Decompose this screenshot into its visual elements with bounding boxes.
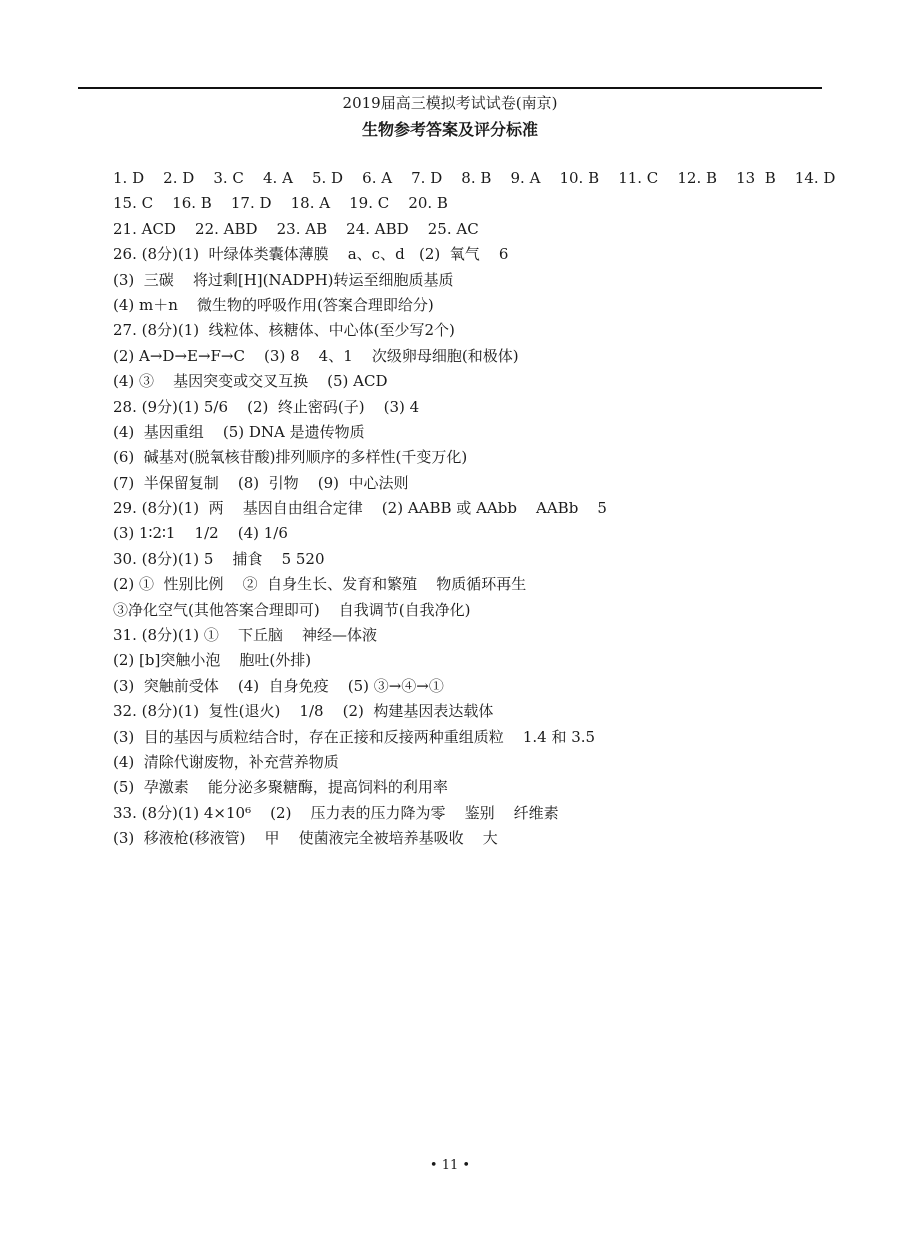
document-title: 2019届高三模拟考试试卷(南京) [342,94,558,112]
answer-line: (3) 三碳 将过剩[H](NADPH)转运至细胞质基质 [113,270,454,289]
answer-list [113,166,836,852]
document-subtitle: 生物参考答案及评分标准 [361,120,538,139]
answer-line: 29. (8分)(1) 两 基因自由组合定律 (2) AABB 或 AAbb AABb 5 [113,499,607,518]
answer-line: (4) 清除代谢废物，补充营养物质 [113,752,339,771]
answer-line: 15. C 16. B 17. D 18. A 19. C 20. B [113,194,448,213]
answer-line: 31. (8分)(1) ① 下丘脑 神经—体液 [113,626,378,645]
answer-line: (4) ③ 基因突变或交叉互换 (5) ACD [113,372,388,391]
answer-line: 26. (8分)(1) 叶绿体类囊体薄膜 a、c、d (2) 氧气 6 [113,245,509,264]
answer-line: (4) 基因重组 (5) DNA 是遗传物质 [113,422,365,441]
answer-line: (2) ① 性别比例 ② 自身生长、发育和繁殖 物质循环再生 [113,575,527,594]
header-rule [78,87,822,89]
answer-line: 27. (8分)(1) 线粒体、核糖体、中心体(至少写2个) [113,321,455,340]
answer-line: (2) [b]突触小泡 胞吐(外排) [113,651,312,670]
answer-line: (4) m＋n 微生物的呼吸作用(答案合理即给分) [113,295,434,314]
answer-line: 1. D 2. D 3. C 4. A 5. D 6. A 7. D 8. B 9. A 10. B 11. C 12. B 13 B 14. D [113,169,836,187]
answer-line: (2) A→D→E→F→C (3) 8 4、1 次级卵母细胞(和极体) [113,346,519,365]
answer-line: (3) 1∶2∶1 1/2 (4) 1/6 [113,524,288,543]
answer-line: 32. (8分)(1) 复性(退火) 1/8 (2) 构建基因表达载体 [113,702,494,721]
answer-line: (5) 孕激素 能分泌多聚糖酶，提高饲料的利用率 [113,778,448,797]
answer-line: 30. (8分)(1) 5 捕食 5 520 [113,549,325,568]
answer-line: (3) 突触前受体 (4) 自身免疫 (5) ③→④→① [113,676,444,695]
answer-line: ③净化空气(其他答案合理即可) 自我调节(自我净化) [113,600,471,619]
page-number: • 11 • [429,1158,471,1173]
answer-line: 21. ACD 22. ABD 23. AB 24. ABD 25. AC [113,219,479,238]
answer-line: (3) 移液枪(移液管) 甲 使菌液完全被培养基吸收 大 [113,829,498,848]
answer-line: 28. (9分)(1) 5/6 (2) 终止密码(子) (3) 4 [113,397,420,416]
answer-line: 33. (8分)(1) 4×10⁶ (2) 压力表的压力降为零 鉴别 纤维素 [113,803,559,822]
answer-line: (6) 碱基对(脱氧核苷酸)排列顺序的多样性(千变万化) [113,448,468,467]
answer-line: (7) 半保留复制 (8) 引物 (9) 中心法则 [113,473,409,492]
answer-line: (3) 目的基因与质粒结合时，存在正接和反接两种重组质粒 1.4 和 3.5 [113,727,596,746]
